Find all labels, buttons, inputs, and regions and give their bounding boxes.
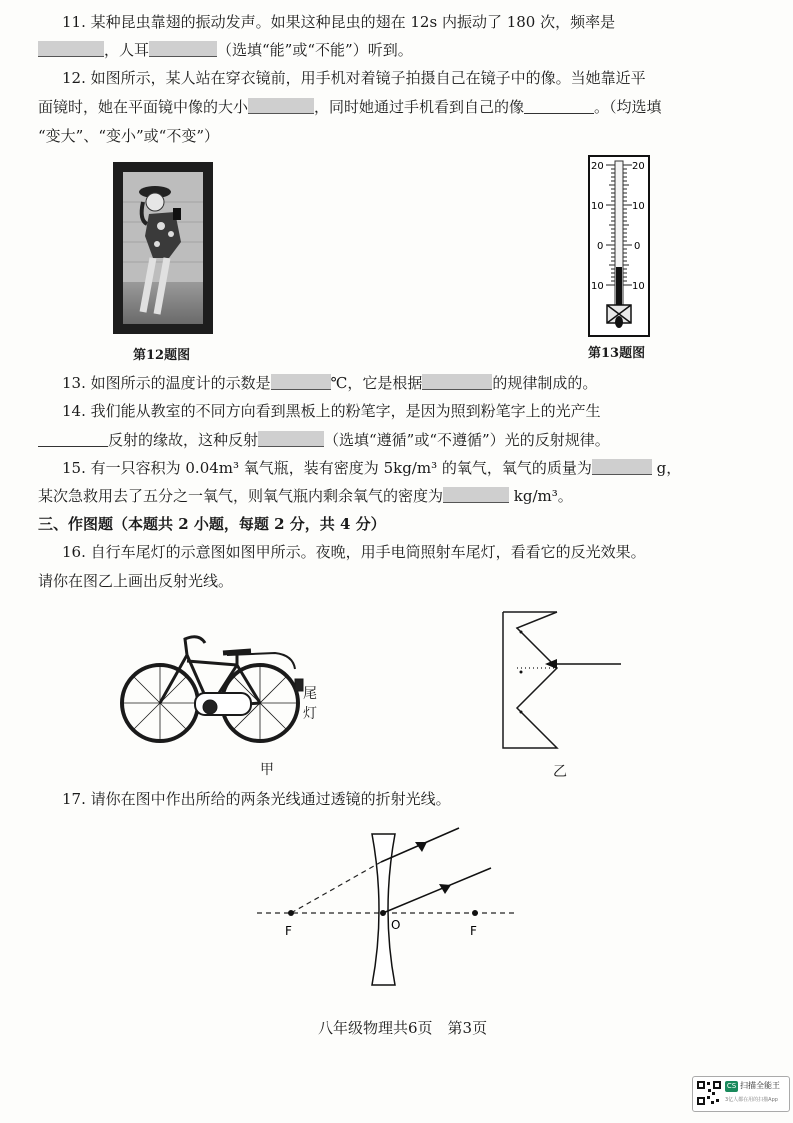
scale-left-0: 0 <box>597 241 604 252</box>
q12-line1: 12. 如图所示，某人站在穿衣镜前，用手机对着镜子拍摄自己在镜子中的像。当她靠近平 <box>62 69 646 87</box>
extension-line <box>291 862 381 913</box>
bicycle-seat <box>223 651 251 653</box>
label-f-left: F <box>285 924 292 938</box>
lens-figure <box>255 820 520 988</box>
scale-right-20: 20 <box>632 161 645 172</box>
q14-text-a: 反射的缘故，这种反射 <box>108 431 259 449</box>
q13-text-b: ℃，它是根据 <box>330 374 423 392</box>
q13-line <box>62 373 597 393</box>
q13-blank-principle[interactable] <box>422 374 492 390</box>
scale-left-10: 10 <box>591 201 604 212</box>
q15-line1 <box>62 458 681 478</box>
q17-line1: 17. 请你在图中作出所给的两条光线通过透镜的折射光线。 <box>62 790 451 808</box>
thermometer-bulb <box>615 316 623 328</box>
q11-line2 <box>38 40 413 60</box>
q12-blank-phone[interactable] <box>524 98 594 114</box>
scanner-subtitle: 3亿人都在用的扫描App <box>725 1097 778 1103</box>
qr-code-icon <box>696 1080 722 1106</box>
q13-figure-caption: 第13题图 <box>588 346 646 361</box>
scanner-title: 扫描全能王 <box>740 1081 780 1090</box>
q14-line2 <box>38 430 610 450</box>
q15-blank-mass[interactable] <box>592 459 652 475</box>
reflector-figure <box>495 608 630 753</box>
mirror-figure <box>113 162 213 334</box>
q15-text-c: 某次急救用去了五分之一氧气，则氧气瓶内剩余氧气的密度为 <box>38 487 444 505</box>
q12-text-b: ，同时她通过手机看到自己的像 <box>314 98 525 116</box>
q12-text-a: 面镜时，她在平面镜中像的大小 <box>38 98 249 116</box>
q11-blank-frequency[interactable] <box>38 41 104 57</box>
focal-point-right <box>472 910 478 916</box>
q14-line1: 14. 我们能从教室的不同方向看到黑板上的粉笔字，是因为照到粉笔字上的光产生 <box>62 402 601 420</box>
figure-jia-caption: 甲 <box>260 762 274 778</box>
q12-blank-size[interactable] <box>248 98 314 114</box>
tail-light <box>295 679 303 691</box>
scale-left-minus-10: 10 <box>591 281 604 292</box>
q14-blank-type[interactable] <box>38 431 108 447</box>
q13-text-c: 的规律制成的。 <box>492 374 598 392</box>
scale-right-0: 0 <box>634 241 641 252</box>
focal-point-left <box>288 910 294 916</box>
q15-line2 <box>38 486 573 506</box>
label-o: O <box>391 918 401 932</box>
q14-text-b: （选填“遵循”或“不遵循”）光的反射规律。 <box>324 431 610 449</box>
q12-line3: “变大”、“变小”或“不变”） <box>38 127 220 145</box>
reflector-outline <box>503 612 557 748</box>
q13-blank-reading[interactable] <box>271 374 331 390</box>
q11-text-a: ，人耳 <box>104 41 150 59</box>
page-footer: 八年级物理共6页 第3页 <box>318 1019 488 1037</box>
mercury-column <box>616 267 622 309</box>
figure-yi-caption: 乙 <box>553 764 567 780</box>
cs-logo-icon: CS <box>726 1082 737 1090</box>
optical-center <box>380 910 386 916</box>
q14-blank-follow[interactable] <box>258 431 324 447</box>
q11-line1: 11. 某种昆虫靠翅的振动发声。如果这种昆虫的翅在 12s 内振动了 180 次，频率是 <box>62 13 616 31</box>
q15-blank-density[interactable] <box>443 487 509 503</box>
q11-blank-hear[interactable] <box>149 41 217 57</box>
pedal-crank <box>203 700 217 714</box>
tail-light-label-1: 尾 <box>303 686 317 702</box>
scale-right-10: 10 <box>632 201 645 212</box>
q13-text-a: 13. 如图所示的温度计的示数是 <box>62 374 271 392</box>
section3-title: 三、作图题（本题共 2 小题，每题 2 分，共 4 分） <box>38 515 386 533</box>
q12-line2 <box>38 97 662 117</box>
thermometer-figure <box>588 155 650 337</box>
q16-line1: 16. 自行车尾灯的示意图如图甲所示。夜晚，用手电筒照射车尾灯，看看它的反光效果。 <box>62 543 646 561</box>
incident-ray-2 <box>383 868 491 913</box>
scale-left-20: 20 <box>591 161 604 172</box>
bicycle-figure <box>115 625 325 750</box>
q15-text-b: g， <box>656 459 682 477</box>
q11-text-b: （选填“能”或“不能”）听到。 <box>217 41 413 59</box>
scanner-badge <box>692 1076 790 1112</box>
q15-text-d: kg/m³。 <box>513 487 573 505</box>
tail-light-label-2: 灯 <box>303 706 317 722</box>
scale-right-minus-10: 10 <box>632 281 645 292</box>
q16-line2: 请你在图乙上画出反射光线。 <box>38 572 234 590</box>
label-f-right: F <box>470 924 477 938</box>
incident-ray <box>545 659 621 669</box>
q15-text-a: 15. 有一只容积为 0.04m³ 氧气瓶，装有密度为 5kg/m³ 的氧气，氧气的质量为 <box>62 459 592 477</box>
q12-text-c: 。（均选填 <box>594 98 662 116</box>
q12-figure-caption: 第12题图 <box>133 348 191 363</box>
